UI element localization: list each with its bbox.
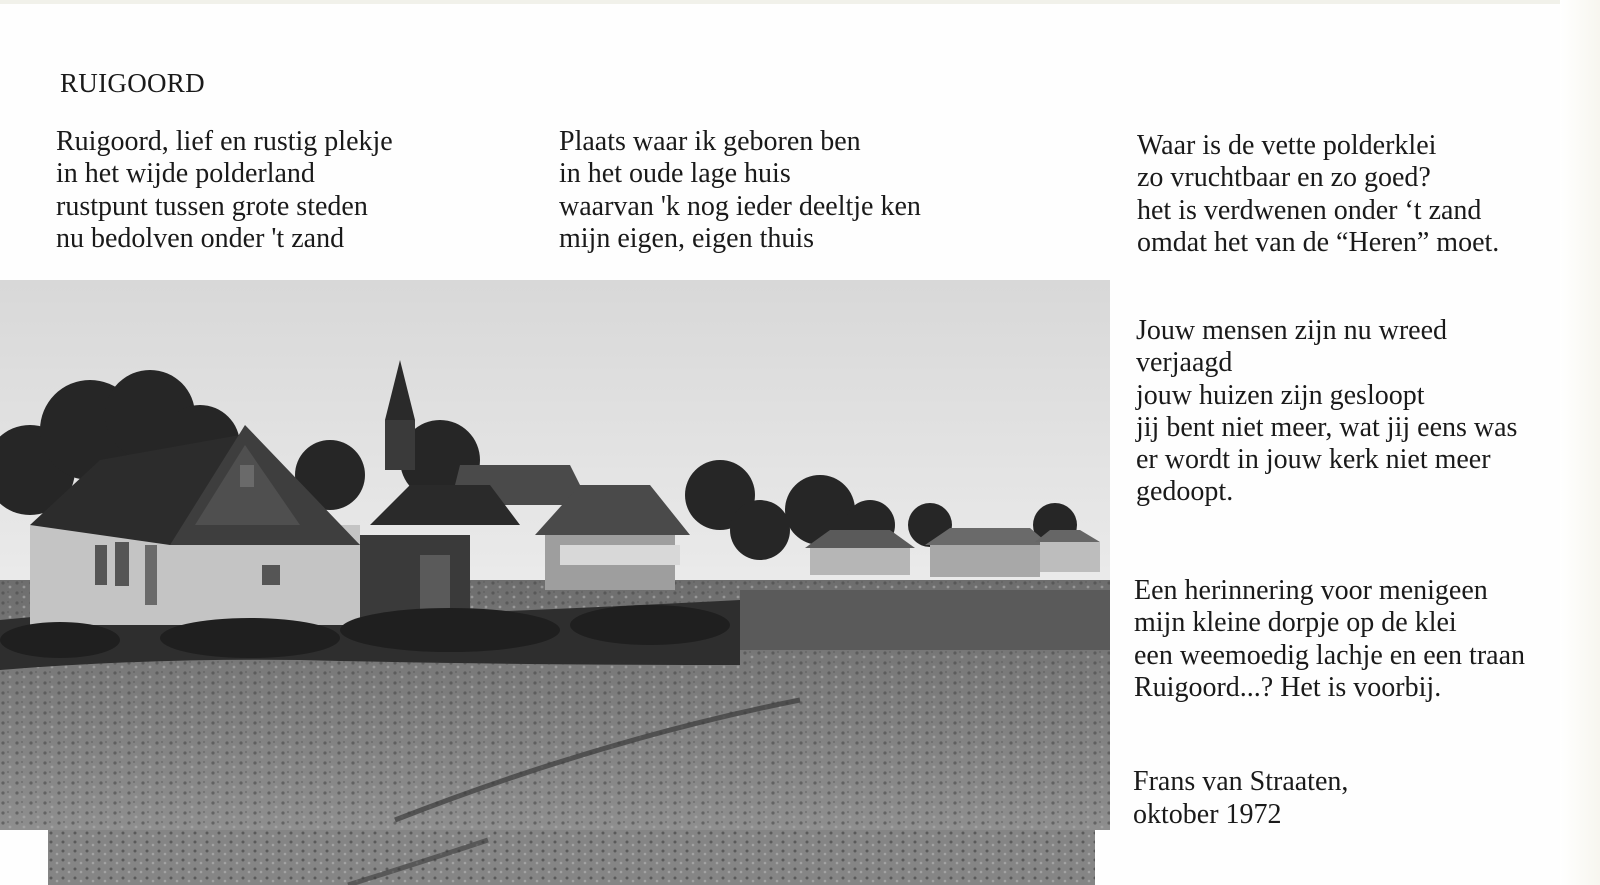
poem-line: rustpunt tussen grote steden <box>56 190 368 222</box>
poem-line: Jouw mensen zijn nu wreed <box>1136 315 1448 346</box>
poem-line: omdat het van de “Heren” moet. <box>1137 226 1500 258</box>
poem-line: er wordt in jouw kerk niet meer <box>1136 444 1491 476</box>
photo-bottom-strip-drawing <box>48 830 1095 885</box>
signature-date: oktober 1972 <box>1133 798 1282 830</box>
village-photo-drawing <box>0 280 1110 830</box>
stanza-5 <box>1134 575 1525 704</box>
poem-line: het is verdwenen onder ‘t zand <box>1137 194 1482 226</box>
stanza-3 <box>1137 130 1499 259</box>
poem-line: gedoopt. <box>1136 476 1234 508</box>
poem-line: nu bedolven onder 't zand <box>56 222 345 254</box>
poem-line: jouw huizen zijn gesloopt <box>1136 379 1425 411</box>
page-right-edge <box>1560 0 1600 885</box>
poem-line: in het wijde polderland <box>56 158 315 190</box>
photo-bottom-strip <box>48 830 1095 885</box>
poem-line: Plaats waar ik geboren ben <box>559 126 861 157</box>
poem-title: RUIGOORD <box>60 68 205 98</box>
page-top-edge <box>0 0 1600 4</box>
village-photo <box>0 280 1110 830</box>
poem-line: Ruigoord, lief en rustig plekje <box>56 126 393 157</box>
poem-line: verjaagd <box>1136 347 1233 379</box>
poem-line: zo vruchtbaar en zo goed? <box>1137 162 1431 194</box>
poem-line: een weemoedig lachje en een traan <box>1134 639 1526 671</box>
poem-line: jij bent niet meer, wat jij eens was <box>1136 411 1518 443</box>
poem-line: Waar is de vette polderklei <box>1137 130 1437 161</box>
signature <box>1133 766 1348 831</box>
poem-line: mijn kleine dorpje op de klei <box>1134 607 1457 639</box>
poem-line: in het oude lage huis <box>559 158 791 190</box>
stanza-2 <box>559 126 921 255</box>
stanza-4 <box>1136 315 1517 509</box>
author-name: Frans van Straaten, <box>1133 766 1349 797</box>
stanza-1 <box>56 126 393 255</box>
poem-line: mijn eigen, eigen thuis <box>559 222 815 254</box>
poem-line: Ruigoord...? Het is voorbij. <box>1134 671 1442 703</box>
poem-line: waarvan 'k nog ieder deeltje ken <box>559 190 921 222</box>
poem-line: Een herinnering voor menigeen <box>1134 575 1488 606</box>
